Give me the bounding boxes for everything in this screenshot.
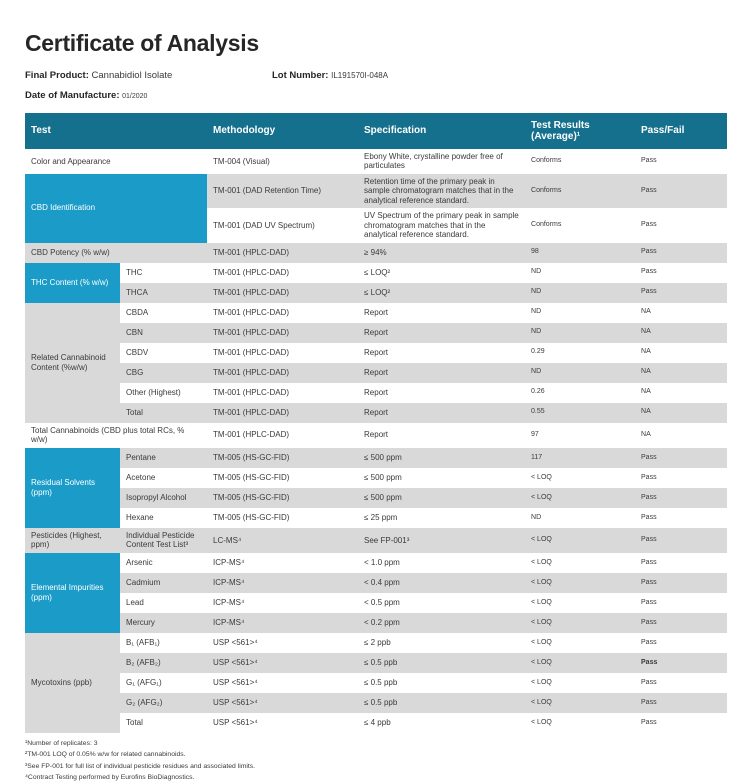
pass-fail-cell: NA — [635, 323, 727, 343]
pass-fail-cell: NA — [635, 423, 727, 448]
specification-cell: UV Spectrum of the primary peak in sample chromatogram matches that in the analytical reference standard. — [358, 208, 525, 242]
analyte-cell: Total — [120, 403, 207, 423]
methodology-cell: TM-001 (HPLC-DAD) — [207, 403, 358, 423]
specification-cell: Report — [358, 363, 525, 383]
result-cell: < LOQ — [525, 633, 635, 653]
specification-cell: ≤ LOQ² — [358, 283, 525, 303]
methodology-cell: ICP-MS⁴ — [207, 573, 358, 593]
test-cell: CBD Potency (% w/w) — [25, 243, 207, 263]
pass-fail-cell: Pass — [635, 573, 727, 593]
analyte-cell: CBG — [120, 363, 207, 383]
table-row — [25, 343, 727, 363]
table-row — [25, 553, 727, 573]
methodology-cell: TM-005 (HS-GC-FID) — [207, 488, 358, 508]
methodology-cell: TM-001 (DAD Retention Time) — [207, 174, 358, 208]
date-of-manufacture-label: Date of Manufacture: — [25, 90, 120, 101]
specification-cell: Report — [358, 403, 525, 423]
methodology-cell: LC-MS⁴ — [207, 528, 358, 553]
analyte-cell: Hexane — [120, 508, 207, 528]
footnote-4: ⁴Contract Testing performed by Eurofins BioDiagnostics. — [25, 774, 195, 782]
footnote-2: ²TM-001 LOQ of 0.05% w/w for related cannabinoids. — [25, 751, 186, 759]
methodology-cell: USP <561>⁴ — [207, 673, 358, 693]
result-cell: < LOQ — [525, 593, 635, 613]
specification-cell: ≤ 500 ppm — [358, 488, 525, 508]
footnote-3: ³See FP-001 for full list of individual pesticide residues and associated limits. — [25, 762, 256, 770]
methodology-cell: ICP-MS⁴ — [207, 613, 358, 633]
specification-cell: ≤ 0.5 ppb — [358, 673, 525, 693]
table-row — [25, 673, 727, 693]
page-title: Certificate of Analysis — [25, 30, 259, 56]
coa-results-table — [25, 113, 727, 733]
column-header-methodology: Methodology — [207, 113, 358, 149]
result-cell: ND — [525, 508, 635, 528]
analyte-cell: CBDA — [120, 303, 207, 323]
pass-fail-cell: Pass — [635, 149, 727, 174]
column-header-specification: Specification — [358, 113, 525, 149]
analyte-cell: CBN — [120, 323, 207, 343]
analyte-cell: B₁ (AFB₁) — [120, 633, 207, 653]
result-cell: Conforms — [525, 149, 635, 174]
methodology-cell: TM-001 (HPLC-DAD) — [207, 423, 358, 448]
table-row — [25, 593, 727, 613]
methodology-cell: TM-004 (Visual) — [207, 149, 358, 174]
methodology-cell: TM-001 (HPLC-DAD) — [207, 383, 358, 403]
specification-cell: ≤ 25 ppm — [358, 508, 525, 528]
pass-fail-cell: NA — [635, 343, 727, 363]
table-row — [25, 573, 727, 593]
table-row — [25, 448, 727, 468]
result-cell: 0.29 — [525, 343, 635, 363]
methodology-cell: TM-001 (HPLC-DAD) — [207, 243, 358, 263]
pass-fail-cell: NA — [635, 303, 727, 323]
result-cell: < LOQ — [525, 488, 635, 508]
methodology-cell: USP <561>⁴ — [207, 693, 358, 713]
result-cell: < LOQ — [525, 673, 635, 693]
pass-fail-cell: Pass — [635, 713, 727, 733]
result-cell: ND — [525, 283, 635, 303]
result-cell: < LOQ — [525, 573, 635, 593]
table-row — [25, 528, 727, 553]
date-of-manufacture-value: 01/2020 — [122, 93, 148, 100]
analyte-cell: B₂ (AFB₂) — [120, 653, 207, 673]
specification-cell: Report — [358, 303, 525, 323]
specification-cell: ≤ 0.5 ppb — [358, 693, 525, 713]
date-of-manufacture — [25, 90, 147, 101]
analyte-cell: Acetone — [120, 468, 207, 488]
final-product-label: Final Product: — [25, 70, 89, 81]
lot-number-value: IL191570I-048A — [331, 71, 389, 80]
specification-cell: ≤ 500 ppm — [358, 448, 525, 468]
specification-cell: Report — [358, 383, 525, 403]
table-row — [25, 508, 727, 528]
methodology-cell: ICP-MS⁴ — [207, 553, 358, 573]
result-cell: ND — [525, 263, 635, 283]
test-group-cell: Mycotoxins (ppb) — [25, 633, 120, 733]
result-cell: 117 — [525, 448, 635, 468]
pass-fail-cell: Pass — [635, 448, 727, 468]
final-product-value: Cannabidiol Isolate — [91, 70, 173, 81]
table-row — [25, 693, 727, 713]
test-group-cell: CBD Identification — [25, 174, 207, 243]
pass-fail-cell: NA — [635, 403, 727, 423]
specification-cell: ≥ 94% — [358, 243, 525, 263]
pass-fail-cell: Pass — [635, 693, 727, 713]
test-group-cell: Elemental Impurities (ppm) — [25, 553, 120, 633]
methodology-cell: TM-005 (HS-GC-FID) — [207, 468, 358, 488]
methodology-cell: USP <561>⁴ — [207, 713, 358, 733]
analyte-cell: Pentane — [120, 448, 207, 468]
methodology-cell: TM-005 (HS-GC-FID) — [207, 448, 358, 468]
table-row — [25, 383, 727, 403]
methodology-cell: TM-005 (HS-GC-FID) — [207, 508, 358, 528]
product-lot-line — [25, 70, 727, 81]
pass-fail-cell: Pass — [635, 208, 727, 242]
specification-cell: ≤ 2 ppb — [358, 633, 525, 653]
analyte-cell: G₁ (AFG₁) — [120, 673, 207, 693]
result-cell: ND — [525, 303, 635, 323]
table-row — [25, 263, 727, 283]
result-cell: < LOQ — [525, 528, 635, 553]
table-row — [25, 613, 727, 633]
pass-fail-cell: Pass — [635, 593, 727, 613]
analyte-cell: CBDV — [120, 343, 207, 363]
specification-cell: < 1.0 ppm — [358, 553, 525, 573]
column-header-test-results: Test Results (Average)¹ — [525, 113, 635, 149]
test-cell: Color and Appearance — [25, 149, 207, 174]
result-cell: Conforms — [525, 208, 635, 242]
pass-fail-cell: Pass — [635, 468, 727, 488]
methodology-cell: TM-001 (HPLC-DAD) — [207, 323, 358, 343]
specification-cell: Retention time of the primary peak in sample chromatogram matches that in the analytical reference standard. — [358, 174, 525, 208]
specification-cell: < 0.5 ppm — [358, 593, 525, 613]
lot-number-label: Lot Number: — [272, 70, 329, 81]
result-cell: < LOQ — [525, 653, 635, 673]
specification-cell: Report — [358, 343, 525, 363]
manufacture-date-line — [25, 90, 727, 101]
analyte-cell: Isopropyl Alcohol — [120, 488, 207, 508]
column-header-test: Test — [25, 113, 207, 149]
methodology-cell: TM-001 (HPLC-DAD) — [207, 303, 358, 323]
specification-cell: Report — [358, 323, 525, 343]
column-header-pass-fail: Pass/Fail — [635, 113, 727, 149]
table-row — [25, 303, 727, 323]
pass-fail-cell: Pass — [635, 263, 727, 283]
result-cell: 97 — [525, 423, 635, 448]
methodology-cell: TM-001 (HPLC-DAD) — [207, 343, 358, 363]
table-row — [25, 243, 727, 263]
analyte-cell: THCA — [120, 283, 207, 303]
result-cell: < LOQ — [525, 553, 635, 573]
pass-fail-cell: Pass — [635, 553, 727, 573]
result-cell: 0.55 — [525, 403, 635, 423]
result-cell: < LOQ — [525, 468, 635, 488]
analyte-cell: THC — [120, 263, 207, 283]
methodology-cell: USP <561>⁴ — [207, 633, 358, 653]
table-row — [25, 174, 727, 208]
pass-fail-cell: NA — [635, 383, 727, 403]
test-group-cell: THC Content (% w/w) — [25, 263, 120, 303]
methodology-cell: TM-001 (HPLC-DAD) — [207, 283, 358, 303]
specification-cell: ≤ 500 ppm — [358, 468, 525, 488]
table-row — [25, 149, 727, 174]
pass-fail-cell: Pass — [635, 633, 727, 653]
test-group-cell: Related Cannabinoid Content (%w/w) — [25, 303, 120, 423]
table-row — [25, 468, 727, 488]
pass-fail-cell: Pass — [635, 508, 727, 528]
table-row — [25, 283, 727, 303]
footnotes — [25, 738, 727, 784]
specification-cell: < 0.4 ppm — [358, 573, 525, 593]
analyte-cell: G₂ (AFG₂) — [120, 693, 207, 713]
pass-fail-cell: Pass — [635, 653, 727, 673]
analyte-cell: Total — [120, 713, 207, 733]
specification-cell: Report — [358, 423, 525, 448]
table-header — [25, 113, 727, 149]
pass-fail-cell: Pass — [635, 243, 727, 263]
result-cell: ND — [525, 363, 635, 383]
analyte-cell: Arsenic — [120, 553, 207, 573]
result-cell: < LOQ — [525, 613, 635, 633]
final-product — [25, 70, 272, 81]
result-cell: ND — [525, 323, 635, 343]
result-cell: < LOQ — [525, 713, 635, 733]
result-cell: 98 — [525, 243, 635, 263]
test-cell: Total Cannabinoids (CBD plus total RCs, % w/w) — [25, 423, 207, 448]
pass-fail-cell: Pass — [635, 488, 727, 508]
specification-cell: See FP-001³ — [358, 528, 525, 553]
pass-fail-cell: Pass — [635, 613, 727, 633]
methodology-cell: USP <561>⁴ — [207, 653, 358, 673]
table-body — [25, 149, 727, 733]
table-row — [25, 423, 727, 448]
analyte-cell: Mercury — [120, 613, 207, 633]
analyte-cell: Individual Pesticide Content Test List³ — [120, 528, 207, 553]
footnote-1: ¹Number of replicates: 3 — [25, 739, 98, 747]
pass-fail-cell: Pass — [635, 673, 727, 693]
lot-number — [272, 70, 388, 81]
methodology-cell: ICP-MS⁴ — [207, 593, 358, 613]
table-row — [25, 653, 727, 673]
analyte-cell: Other (Highest) — [120, 383, 207, 403]
methodology-cell: TM-001 (HPLC-DAD) — [207, 263, 358, 283]
table-row — [25, 403, 727, 423]
analyte-cell: Cadmium — [120, 573, 207, 593]
methodology-cell: TM-001 (DAD UV Spectrum) — [207, 208, 358, 242]
table-row — [25, 633, 727, 653]
test-group-cell: Pesticides (Highest, ppm) — [25, 528, 120, 553]
table-row — [25, 713, 727, 733]
table-row — [25, 323, 727, 343]
table-row — [25, 488, 727, 508]
test-group-cell: Residual Solvents (ppm) — [25, 448, 120, 528]
result-cell: < LOQ — [525, 693, 635, 713]
specification-cell: < 0.2 ppm — [358, 613, 525, 633]
analyte-cell: Lead — [120, 593, 207, 613]
pass-fail-cell: NA — [635, 363, 727, 383]
pass-fail-cell: Pass — [635, 174, 727, 208]
result-cell: 0.26 — [525, 383, 635, 403]
methodology-cell: TM-001 (HPLC-DAD) — [207, 363, 358, 383]
specification-cell: ≤ LOQ² — [358, 263, 525, 283]
specification-cell: Ebony White, crystalline powder free of particulates — [358, 149, 525, 174]
pass-fail-cell: Pass — [635, 283, 727, 303]
pass-fail-cell: Pass — [635, 528, 727, 553]
specification-cell: ≤ 0.5 ppb — [358, 653, 525, 673]
specification-cell: ≤ 4 ppb — [358, 713, 525, 733]
table-row — [25, 363, 727, 383]
result-cell: Conforms — [525, 174, 635, 208]
